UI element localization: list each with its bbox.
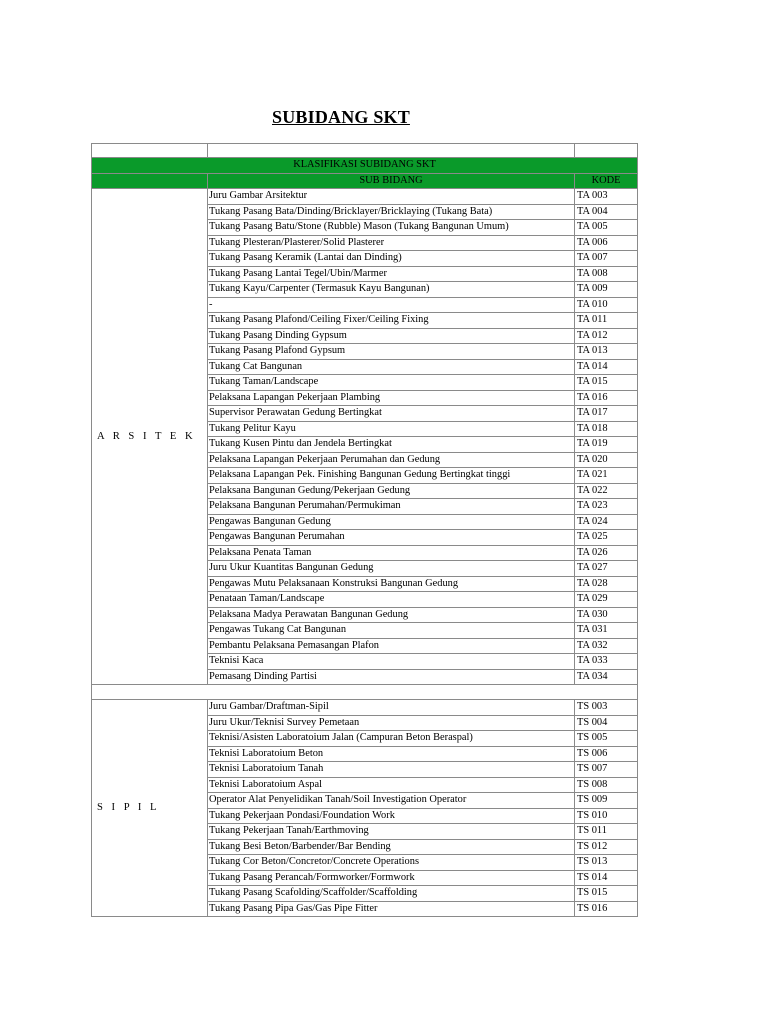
table-row <box>92 189 638 205</box>
sub-bidang-cell: Tukang Pasang Bata/Dinding/Bricklayer/Bricklaying (Tukang Bata) <box>208 204 575 220</box>
sub-bidang-cell: Tukang Pekerjaan Pondasi/Foundation Work <box>208 808 575 824</box>
sub-bidang-cell: Pelaksana Bangunan Gedung/Pekerjaan Gedung <box>208 483 575 499</box>
group-label: A R S I T E K <box>92 189 208 685</box>
kode-cell: TA 024 <box>575 514 638 530</box>
sub-bidang-cell: Pelaksana Bangunan Perumahan/Permukiman <box>208 499 575 515</box>
kode-cell: TA 007 <box>575 251 638 267</box>
sub-bidang-cell: Pengawas Bangunan Gedung <box>208 514 575 530</box>
kode-cell: TA 004 <box>575 204 638 220</box>
sub-bidang-header: SUB BIDANG <box>208 173 575 189</box>
sub-bidang-cell: Pelaksana Lapangan Pekerjaan Plambing <box>208 390 575 406</box>
kode-cell: TA 034 <box>575 669 638 685</box>
sub-bidang-cell: Supervisor Perawatan Gedung Bertingkat <box>208 406 575 422</box>
sub-bidang-cell: Penataan Taman/Landscape <box>208 592 575 608</box>
kode-cell: TS 003 <box>575 700 638 716</box>
kode-cell: TA 011 <box>575 313 638 329</box>
column-header-row <box>92 173 638 189</box>
kode-cell: TS 010 <box>575 808 638 824</box>
kode-cell: TA 031 <box>575 623 638 639</box>
kode-cell: TA 026 <box>575 545 638 561</box>
kode-cell: TA 019 <box>575 437 638 453</box>
sub-bidang-cell: Teknisi/Asisten Laboratoium Jalan (Campuran Beton Beraspal) <box>208 731 575 747</box>
sub-bidang-cell: Tukang Pekerjaan Tanah/Earthmoving <box>208 824 575 840</box>
sub-bidang-cell: Tukang Kayu/Carpenter (Termasuk Kayu Bangunan) <box>208 282 575 298</box>
sub-bidang-cell: Tukang Pelitur Kayu <box>208 421 575 437</box>
kode-cell: TA 021 <box>575 468 638 484</box>
kode-cell: TA 022 <box>575 483 638 499</box>
sub-bidang-cell: Pelaksana Madya Perawatan Bangunan Gedung <box>208 607 575 623</box>
sub-bidang-cell: Tukang Pasang Lantai Tegel/Ubin/Marmer <box>208 266 575 282</box>
sub-bidang-cell: Tukang Cat Bangunan <box>208 359 575 375</box>
sub-bidang-cell: Juru Gambar/Draftman-Sipil <box>208 700 575 716</box>
sub-bidang-cell: Tukang Pasang Scafolding/Scaffolder/Scaffolding <box>208 886 575 902</box>
kode-cell: TA 025 <box>575 530 638 546</box>
kode-cell: TS 011 <box>575 824 638 840</box>
sub-bidang-cell: Tukang Taman/Landscape <box>208 375 575 391</box>
kode-cell: TA 014 <box>575 359 638 375</box>
sub-bidang-cell: Tukang Pasang Perancah/Formworker/Formwork <box>208 870 575 886</box>
kode-cell: TA 003 <box>575 189 638 205</box>
sub-bidang-cell: Tukang Plesteran/Plasterer/Solid Plasterer <box>208 235 575 251</box>
sub-bidang-cell: Juru Gambar Arsitektur <box>208 189 575 205</box>
sub-bidang-cell: Teknisi Kaca <box>208 654 575 670</box>
kode-cell: TS 012 <box>575 839 638 855</box>
kode-cell: TA 033 <box>575 654 638 670</box>
sub-bidang-cell: Tukang Cor Beton/Concretor/Concrete Operations <box>208 855 575 871</box>
classification-header: KLASIFIKASI SUBIDANG SKT <box>92 158 638 174</box>
group-label: S I P I L <box>92 700 208 917</box>
sub-bidang-cell: Pengawas Tukang Cat Bangunan <box>208 623 575 639</box>
kode-cell: TS 014 <box>575 870 638 886</box>
page-title: SUBIDANG SKT <box>272 107 410 127</box>
sub-bidang-cell: Tukang Pasang Batu/Stone (Rubble) Mason (Tukang Bangunan Umum) <box>208 220 575 236</box>
sub-bidang-cell: Pelaksana Lapangan Pek. Finishing Bangunan Gedung Bertingkat tinggi <box>208 468 575 484</box>
sub-bidang-cell: Teknisi Laboratoium Aspal <box>208 777 575 793</box>
kode-cell: TA 010 <box>575 297 638 313</box>
kode-cell: TA 017 <box>575 406 638 422</box>
kode-cell: TS 009 <box>575 793 638 809</box>
kode-cell: TA 018 <box>575 421 638 437</box>
sub-bidang-cell: Pengawas Bangunan Perumahan <box>208 530 575 546</box>
classification-header-row <box>92 158 638 174</box>
kode-cell: TA 032 <box>575 638 638 654</box>
sub-bidang-cell: Tukang Pasang Dinding Gypsum <box>208 328 575 344</box>
sub-bidang-cell: Tukang Pasang Plafond Gypsum <box>208 344 575 360</box>
sub-bidang-cell: Pemasang Dinding Partisi <box>208 669 575 685</box>
sub-bidang-cell: Tukang Besi Beton/Barbender/Bar Bending <box>208 839 575 855</box>
sub-bidang-cell: Tukang Pasang Keramik (Lantai dan Dinding) <box>208 251 575 267</box>
group-separator-row <box>92 685 638 700</box>
kode-cell: TS 013 <box>575 855 638 871</box>
kode-cell: TA 027 <box>575 561 638 577</box>
kode-cell: TA 029 <box>575 592 638 608</box>
sub-bidang-cell: Pembantu Pelaksana Pemasangan Plafon <box>208 638 575 654</box>
kode-cell: TA 028 <box>575 576 638 592</box>
kode-cell: TA 009 <box>575 282 638 298</box>
kode-cell: TA 005 <box>575 220 638 236</box>
subidang-table <box>91 143 638 917</box>
sub-bidang-cell: - <box>208 297 575 313</box>
kode-cell: TA 015 <box>575 375 638 391</box>
kode-cell: TA 006 <box>575 235 638 251</box>
table-spacer-row <box>92 144 638 158</box>
sub-bidang-cell: Pelaksana Lapangan Pekerjaan Perumahan dan Gedung <box>208 452 575 468</box>
kode-cell: TA 023 <box>575 499 638 515</box>
sub-bidang-cell: Juru Ukur/Teknisi Survey Pemetaan <box>208 715 575 731</box>
sub-bidang-cell: Operator Alat Penyelidikan Tanah/Soil Investigation Operator <box>208 793 575 809</box>
kode-cell: TA 016 <box>575 390 638 406</box>
kode-cell: TS 015 <box>575 886 638 902</box>
sub-bidang-cell: Pelaksana Penata Taman <box>208 545 575 561</box>
kode-cell: TS 008 <box>575 777 638 793</box>
kode-cell: TS 007 <box>575 762 638 778</box>
kode-cell: TS 004 <box>575 715 638 731</box>
kode-cell: TA 020 <box>575 452 638 468</box>
sub-bidang-cell: Teknisi Laboratoium Beton <box>208 746 575 762</box>
sub-bidang-cell: Tukang Pasang Plafond/Ceiling Fixer/Ceiling Fixing <box>208 313 575 329</box>
kode-cell: TA 008 <box>575 266 638 282</box>
kode-cell: TA 030 <box>575 607 638 623</box>
kode-cell: TS 005 <box>575 731 638 747</box>
sub-bidang-cell: Teknisi Laboratoium Tanah <box>208 762 575 778</box>
sub-bidang-cell: Juru Ukur Kuantitas Bangunan Gedung <box>208 561 575 577</box>
kode-cell: TA 012 <box>575 328 638 344</box>
kode-cell: TS 006 <box>575 746 638 762</box>
sub-bidang-cell: Tukang Kusen Pintu dan Jendela Bertingkat <box>208 437 575 453</box>
kode-cell: TS 016 <box>575 901 638 917</box>
sub-bidang-cell: Pengawas Mutu Pelaksanaan Konstruksi Bangunan Gedung <box>208 576 575 592</box>
kode-cell: TA 013 <box>575 344 638 360</box>
table-row <box>92 700 638 716</box>
kode-header: KODE <box>575 173 638 189</box>
sub-bidang-cell: Tukang Pasang Pipa Gas/Gas Pipe Fitter <box>208 901 575 917</box>
